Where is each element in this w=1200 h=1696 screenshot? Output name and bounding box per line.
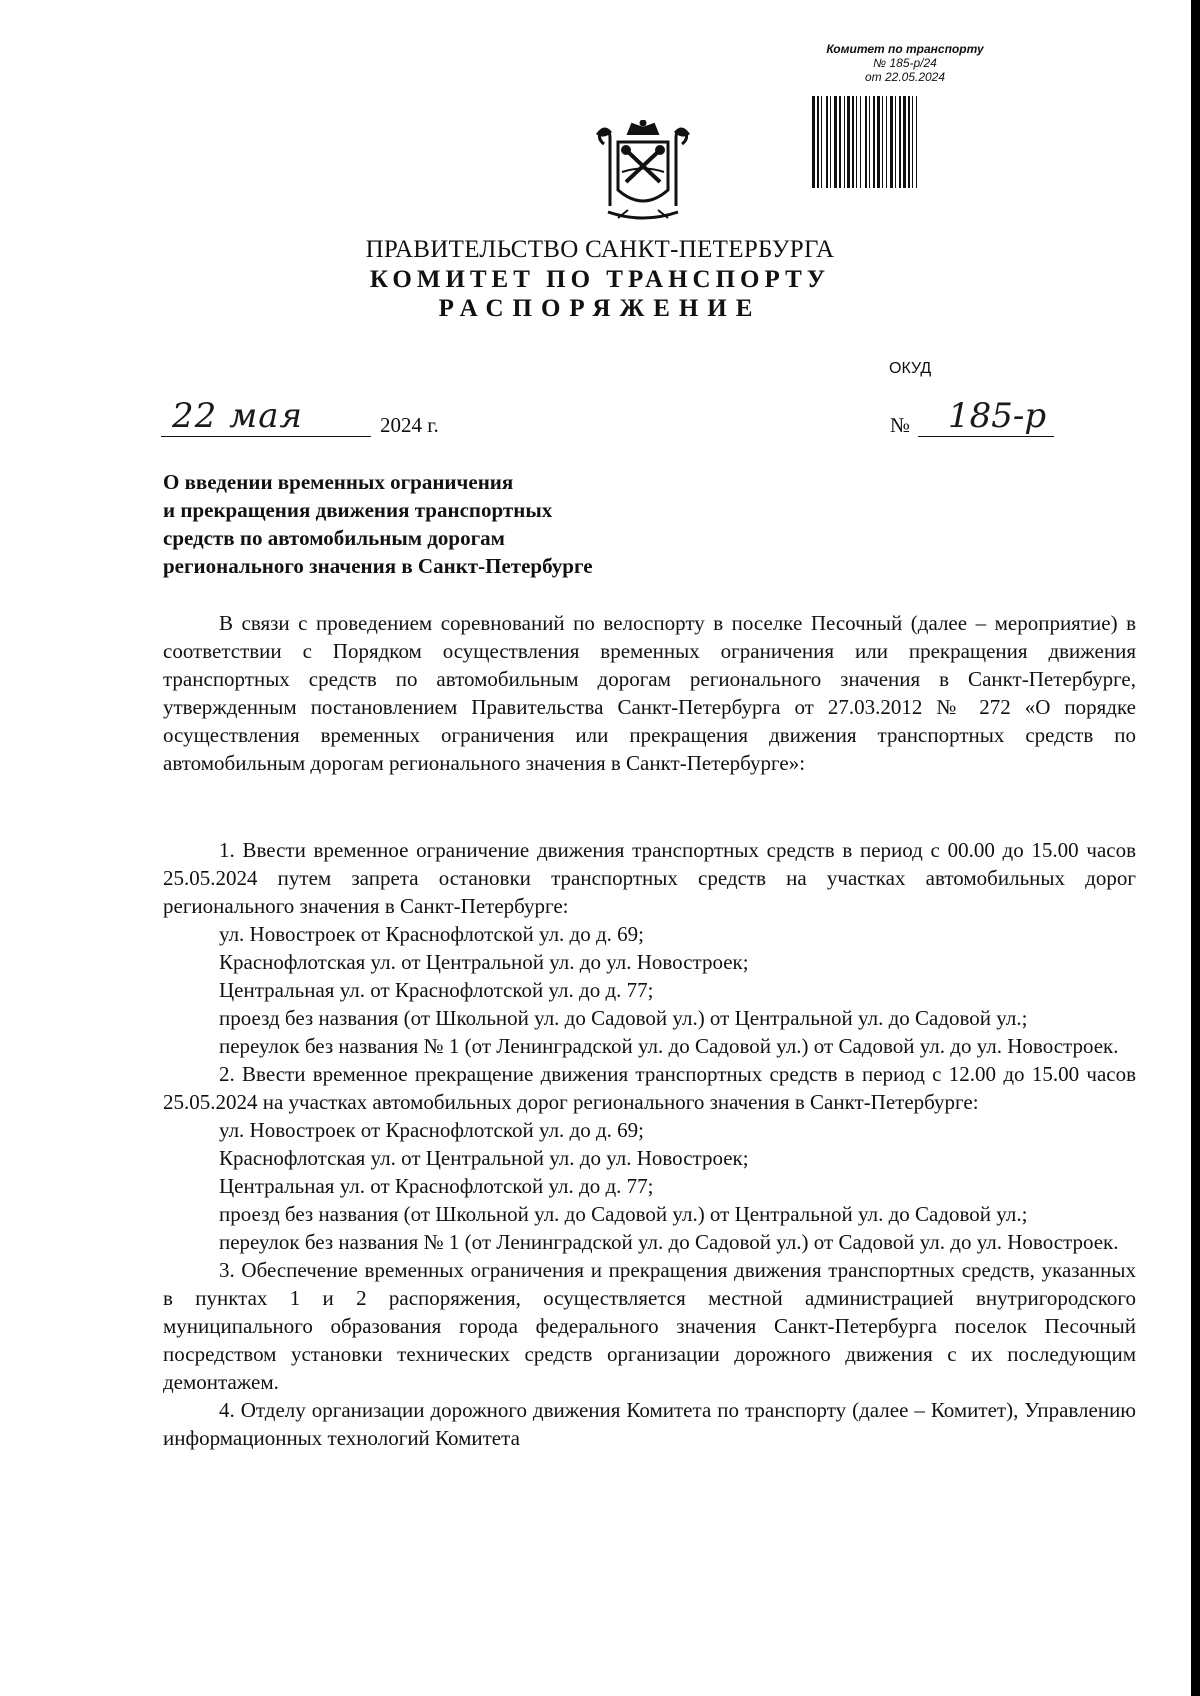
barcode-bar bbox=[839, 96, 841, 188]
points-list bbox=[163, 836, 1136, 1452]
barcode-bar bbox=[834, 96, 837, 188]
barcode-bar bbox=[869, 96, 870, 188]
street-item: проезд без названия (от Школьной ул. до Садовой ул.) от Центральной ул. до Садовой ул.; bbox=[219, 1202, 1028, 1226]
barcode-bar bbox=[882, 96, 883, 188]
point-paragraph: 2. Ввести временное прекращение движения транспортных средств в период с 12.00 до 15.00 часов 25.05.2024 на участках автомобильных дорог регионального значения в Санкт-Петербурге: bbox=[163, 1062, 1136, 1114]
barcode-bar bbox=[852, 96, 854, 188]
subject-line: О введении временных ограничения bbox=[163, 470, 514, 494]
stamp-date: от 22.05.2024 bbox=[864, 70, 946, 84]
barcode-bar bbox=[890, 96, 893, 188]
point-paragraph: 3. Обеспечение временных ограничения и прекращения движения транспортных средств, указанных в пунктах 1 и 2 распоряжения, осуществляется местной администрацией внутригородского муниципального образования города федерального значения Санкт-Петербурга поселок Песочный посредством установки технических средств организации дорожного движения с их последующим демонтажем. bbox=[163, 1258, 1136, 1394]
barcode-bar bbox=[865, 96, 867, 188]
barcode-bar bbox=[873, 96, 875, 188]
barcode-bar bbox=[916, 96, 917, 188]
document-subject bbox=[163, 468, 723, 580]
street-item: Центральная ул. от Краснофлотской ул. до д. 77; bbox=[219, 978, 654, 1002]
barcode-bar bbox=[817, 96, 819, 188]
barcode bbox=[812, 96, 1018, 188]
barcode-bar bbox=[912, 96, 913, 188]
street-item: ул. Новостроек от Краснофлотской ул. до д. 69; bbox=[219, 1118, 645, 1142]
number-line bbox=[918, 436, 1054, 437]
barcode-bar bbox=[847, 96, 850, 188]
handwritten-number: 185-р bbox=[948, 396, 1047, 436]
street-item: переулок без названия № 1 (от Ленинградской ул. до Садовой ул.) от Садовой ул. до ул. Новостроек. bbox=[219, 1034, 1119, 1058]
street-item: проезд без названия (от Школьной ул. до Садовой ул.) от Центральной ул. до Садовой ул.; bbox=[219, 1006, 1028, 1030]
stamp-number: № 185-р/24 bbox=[873, 56, 937, 70]
handwritten-date: 22 мая bbox=[172, 396, 304, 436]
subject-line: средств по автомобильным дорогам bbox=[163, 526, 505, 550]
barcode-bar bbox=[821, 96, 822, 188]
committee-title: КОМИТЕТ ПО ТРАНСПОРТУ bbox=[369, 266, 831, 293]
okud-label: ОКУД bbox=[889, 360, 932, 377]
number-sign: № bbox=[890, 413, 911, 437]
subject-line: и прекращения движения транспортных bbox=[163, 498, 553, 522]
page-edge-shadow bbox=[1191, 0, 1200, 1696]
barcode-bar bbox=[812, 96, 815, 188]
barcode-bar bbox=[895, 96, 896, 188]
subject-line: регионального значения в Санкт-Петербурге bbox=[163, 554, 593, 578]
point-paragraph: 4. Отделу организации дорожного движения Комитета по транспорту (далее – Комитет), Управлению информационных технологий Комитета bbox=[163, 1398, 1136, 1450]
barcode-bar bbox=[899, 96, 901, 188]
street-item: Краснофлотская ул. от Центральной ул. до ул. Новостроек; bbox=[219, 1146, 749, 1170]
document-type: РАСПОРЯЖЕНИЕ bbox=[438, 295, 762, 322]
government-title: ПРАВИТЕЛЬСТВО САНКТ-ПЕТЕРБУРГА bbox=[365, 236, 835, 263]
barcode-bar bbox=[830, 96, 831, 188]
coat-of-arms-icon bbox=[588, 120, 698, 230]
barcode-bar bbox=[886, 96, 887, 188]
barcode-bar bbox=[844, 96, 845, 188]
intro-paragraph: В связи с проведением соревнований по велоспорту в поселке Песочный (далее – мероприятие) в соответствии с Порядком осуществления временных ограничения или прекращения движения транспортных средств по автомобильным дорогам регионального значения в Санкт-Петербурге, утвержденным постановлением Правительства Санкт-Петербурга от 27.03.2012 № 272 «О порядке осуществления временных ограничения или прекращения движения транспортных средств по автомобильным дорогам регионального значения в Санкт-Петербурге»: bbox=[163, 611, 1136, 775]
barcode-bar bbox=[860, 96, 861, 188]
date-year: 2024 г. bbox=[380, 413, 439, 437]
barcode-bar bbox=[908, 96, 910, 188]
barcode-bar bbox=[856, 96, 857, 188]
barcode-bar bbox=[877, 96, 880, 188]
registration-stamp bbox=[805, 42, 1005, 84]
point-paragraph: 1. Ввести временное ограничение движения транспортных средств в период с 00.00 до 15.00 часов 25.05.2024 путем запрета остановки транспортных средств на участках автомобильных дорог регионального значения в Санкт-Петербурге: bbox=[163, 838, 1136, 918]
date-line bbox=[161, 436, 371, 437]
barcode-bar bbox=[826, 96, 828, 188]
street-item: переулок без названия № 1 (от Ленинградской ул. до Садовой ул.) от Садовой ул. до ул. Новостроек. bbox=[219, 1230, 1119, 1254]
street-item: Центральная ул. от Краснофлотской ул. до д. 77; bbox=[219, 1174, 654, 1198]
street-item: ул. Новостроек от Краснофлотской ул. до д. 69; bbox=[219, 922, 645, 946]
street-item: Краснофлотская ул. от Центральной ул. до ул. Новостроек; bbox=[219, 950, 749, 974]
stamp-org: Комитет по транспорту bbox=[826, 42, 984, 56]
barcode-bar bbox=[903, 96, 906, 188]
